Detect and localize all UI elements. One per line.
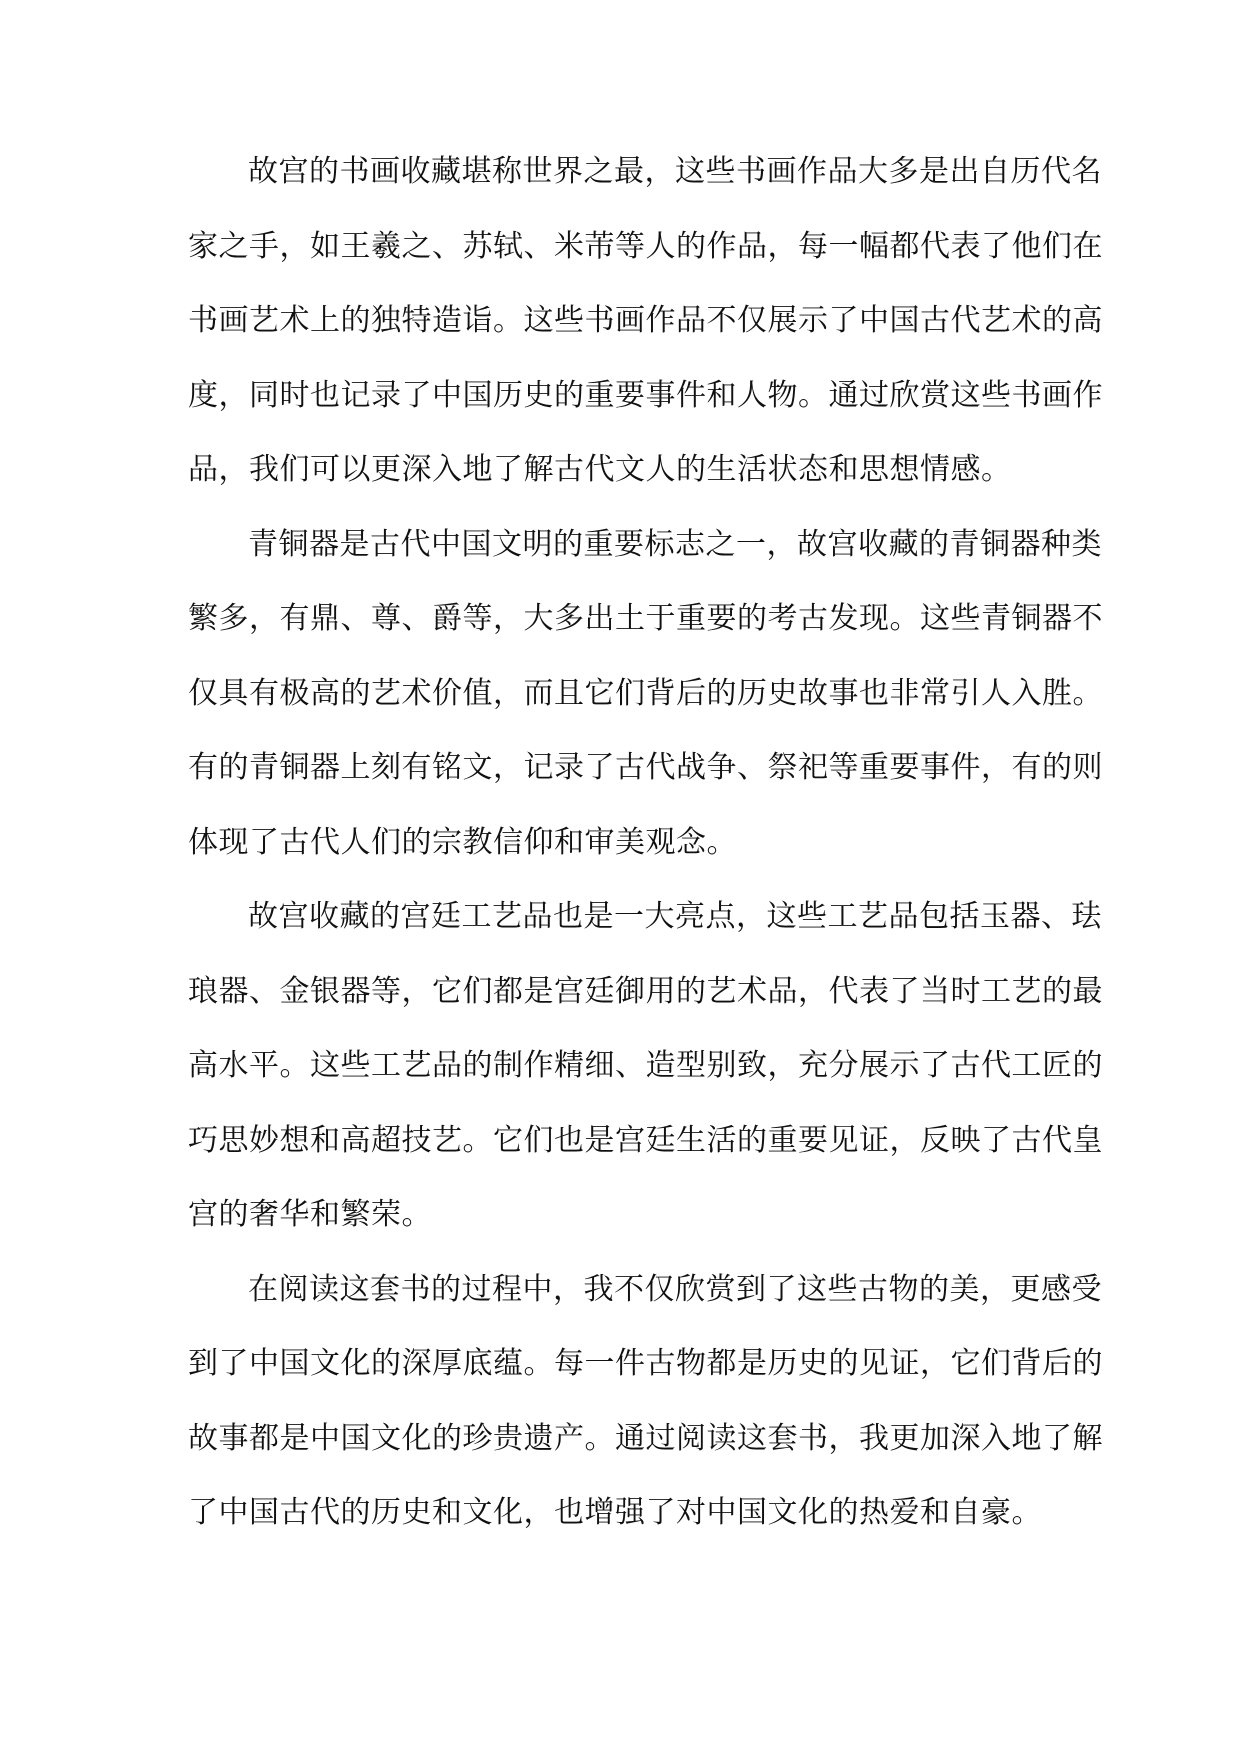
paragraph-line: 品，我们可以更深入地了解古代文人的生活状态和思想情感。	[188, 452, 1012, 487]
paragraph-line: 有的青铜器上刻有铭文，记录了古代战争、祭祀等重要事件，有的则	[188, 750, 1103, 785]
paragraph-line: 故宫收藏的宫廷工艺品也是一大亮点，这些工艺品包括玉器、珐	[248, 899, 1102, 934]
paragraph-line: 巧思妙想和高超技艺。它们也是宫廷生活的重要见证，反映了古代皇	[188, 1122, 1103, 1158]
paragraph-reading-reflection	[188, 1253, 1103, 1551]
paragraph-line: 书画艺术上的独特造诣。这些书画作品不仅展示了中国古代艺术的高	[188, 303, 1103, 338]
paragraph-line: 故宫的书画收藏堪称世界之最，这些书画作品大多是出自历代名	[248, 154, 1102, 189]
paragraph-line: 家之手，如王羲之、苏轼、米芾等人的作品，每一幅都代表了他们在	[188, 228, 1103, 264]
paragraph-line: 了中国古代的历史和文化，也增强了对中国文化的热爱和自豪。	[188, 1495, 1042, 1530]
paragraph-line: 琅器、金银器等，它们都是宫廷御用的艺术品，代表了当时工艺的最	[188, 973, 1103, 1009]
paragraph-line: 到了中国文化的深厚底蕴。每一件古物都是历史的见证，它们背后的	[188, 1346, 1103, 1381]
paragraph-line: 繁多，有鼎、尊、爵等，大多出土于重要的考古发现。这些青铜器不	[188, 601, 1103, 636]
paragraph-line: 青铜器是古代中国文明的重要标志之一，故宫收藏的青铜器种类	[248, 526, 1102, 562]
paragraph-line: 宫的奢华和繁荣。	[188, 1197, 432, 1232]
paragraph-line: 度，同时也记录了中国历史的重要事件和人物。通过欣赏这些书画作	[188, 377, 1103, 413]
paragraph-line: 故事都是中国文化的珍贵遗产。通过阅读这套书，我更加深入地了解	[188, 1420, 1103, 1456]
paragraph-line: 体现了古代人们的宗教信仰和审美观念。	[188, 824, 737, 860]
paragraph-line: 在阅读这套书的过程中，我不仅欣赏到了这些古物的美，更感受	[248, 1271, 1102, 1307]
paragraph-line: 高水平。这些工艺品的制作精细、造型别致，充分展示了古代工匠的	[188, 1048, 1103, 1083]
paragraph-bronzeware	[188, 508, 1103, 881]
document-body	[188, 135, 1103, 1551]
paragraph-calligraphy-painting	[188, 135, 1103, 508]
paragraph-court-crafts	[188, 880, 1103, 1253]
paragraph-line: 仅具有极高的艺术价值，而且它们背后的历史故事也非常引人入胜。	[188, 675, 1103, 711]
